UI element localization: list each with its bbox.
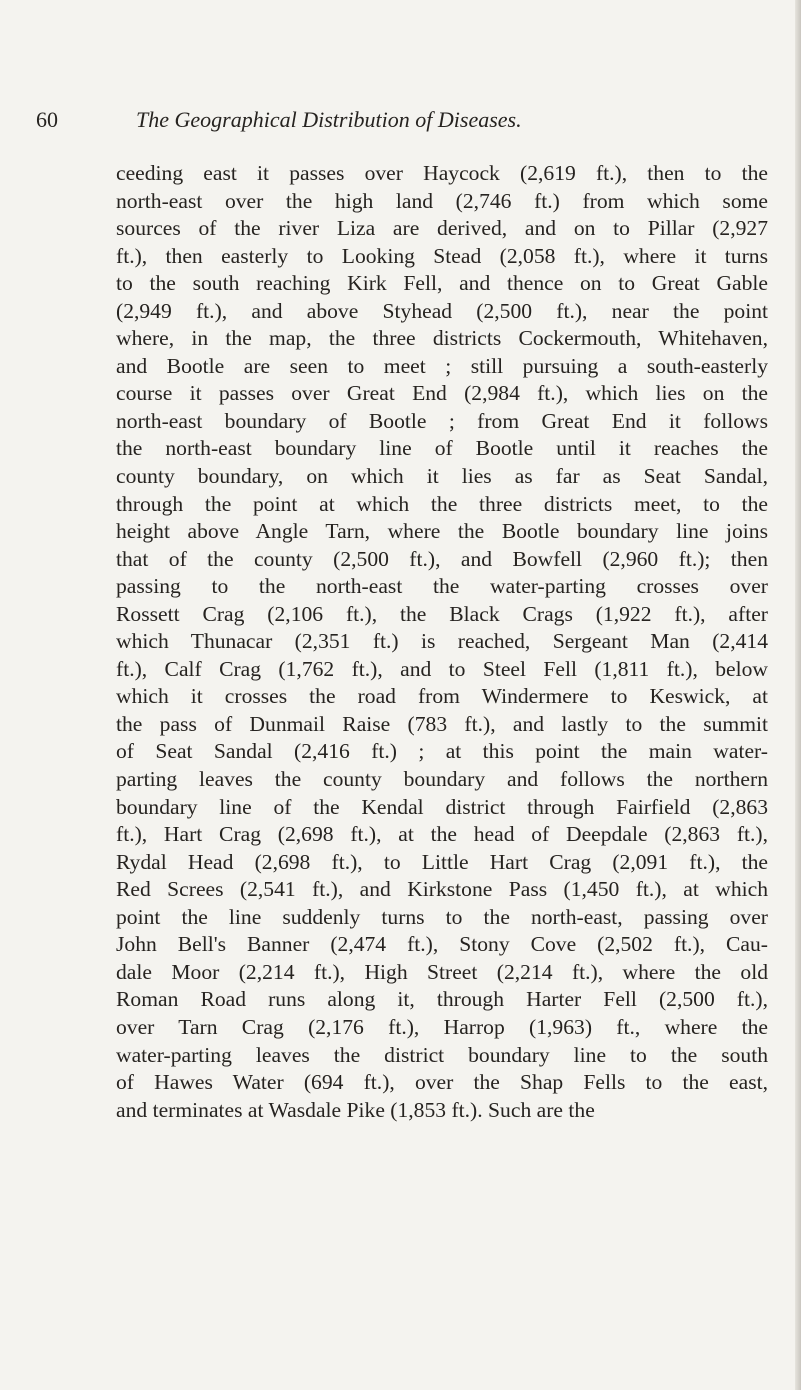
running-title: The Geographical Distribution of Diseases.	[136, 107, 522, 132]
text-line: sources of the river Liza are derived, and on to Pillar (2,927	[116, 216, 768, 241]
text-line: (2,949 ft.), and above Styhead (2,500 ft.), near the point	[116, 298, 768, 323]
text-line: Rydal Head (2,698 ft.), to Little Hart Crag (2,091 ft.), the	[116, 849, 768, 874]
text-line: Roman Road runs along it, through Harter Fell (2,500 ft.),	[116, 987, 768, 1012]
running-head	[36, 104, 756, 136]
text-line: the pass of Dunmail Raise (783 ft.), and lastly to the summit	[116, 711, 768, 736]
text-line: to the south reaching Kirk Fell, and thence on to Great Gable	[116, 271, 768, 296]
text-line: ft.), then easterly to Looking Stead (2,058 ft.), where it turns	[116, 243, 768, 268]
page-number: 60	[36, 107, 58, 132]
text-line: through the point at which the three districts meet, to the	[116, 491, 768, 516]
text-line: ceeding east it passes over Haycock (2,619 ft.), then to the	[116, 161, 768, 185]
text-line: course it passes over Great End (2,984 ft.), which lies on the	[116, 381, 768, 406]
text-line: height above Angle Tarn, where the Bootle boundary line joins	[116, 519, 768, 544]
text-line: boundary line of the Kendal district through Fairfield (2,863	[116, 794, 768, 819]
page-edge	[795, 0, 801, 1390]
text-line: passing to the north-east the water-parting crosses over	[116, 574, 768, 599]
text-line: north-east over the high land (2,746 ft.) from which some	[116, 188, 768, 213]
text-line: the north-east boundary line of Bootle until it reaches the	[116, 436, 768, 461]
text-line: ft.), Calf Crag (1,762 ft.), and to Steel Fell (1,811 ft.), below	[116, 656, 768, 681]
text-line: and Bootle are seen to meet ; still pursuing a south-easterly	[116, 353, 768, 378]
text-line: ft.), Hart Crag (2,698 ft.), at the head of Deepdale (2,863 ft.),	[116, 822, 768, 847]
text-line: Red Screes (2,541 ft.), and Kirkstone Pass (1,450 ft.), at which	[116, 877, 768, 902]
text-line: Rossett Crag (2,106 ft.), the Black Crags (1,922 ft.), after	[116, 601, 768, 626]
text-line: John Bell's Banner (2,474 ft.), Stony Cove (2,502 ft.), Cau-	[116, 932, 768, 957]
text-line: county boundary, on which it lies as far as Seat Sandal,	[116, 464, 768, 489]
text-line: of Hawes Water (694 ft.), over the Shap Fells to the east,	[116, 1070, 768, 1095]
text-line: dale Moor (2,214 ft.), High Street (2,214 ft.), where the old	[116, 959, 768, 984]
text-line: that of the county (2,500 ft.), and Bowfell (2,960 ft.); then	[116, 546, 768, 571]
text-line: which Thunacar (2,351 ft.) is reached, Sergeant Man (2,414	[116, 629, 768, 654]
text-line: parting leaves the county boundary and follows the northern	[116, 767, 768, 792]
text-line: over Tarn Crag (2,176 ft.), Harrop (1,963) ft., where the	[116, 1014, 768, 1039]
text-line: point the line suddenly turns to the north-east, passing over	[116, 904, 768, 929]
text-line: of Seat Sandal (2,416 ft.) ; at this point the main water-	[116, 739, 768, 764]
text-line: north-east boundary of Bootle ; from Great End it follows	[116, 408, 768, 433]
text-line: and terminates at Wasdale Pike (1,853 ft.). Such are the	[116, 1097, 595, 1122]
text-line: which it crosses the road from Windermere to Keswick, at	[116, 684, 768, 709]
body-text	[116, 160, 768, 1124]
text-line: where, in the map, the three districts Cockermouth, Whitehaven,	[116, 326, 768, 351]
text-line: water-parting leaves the district boundary line to the south	[116, 1042, 768, 1067]
